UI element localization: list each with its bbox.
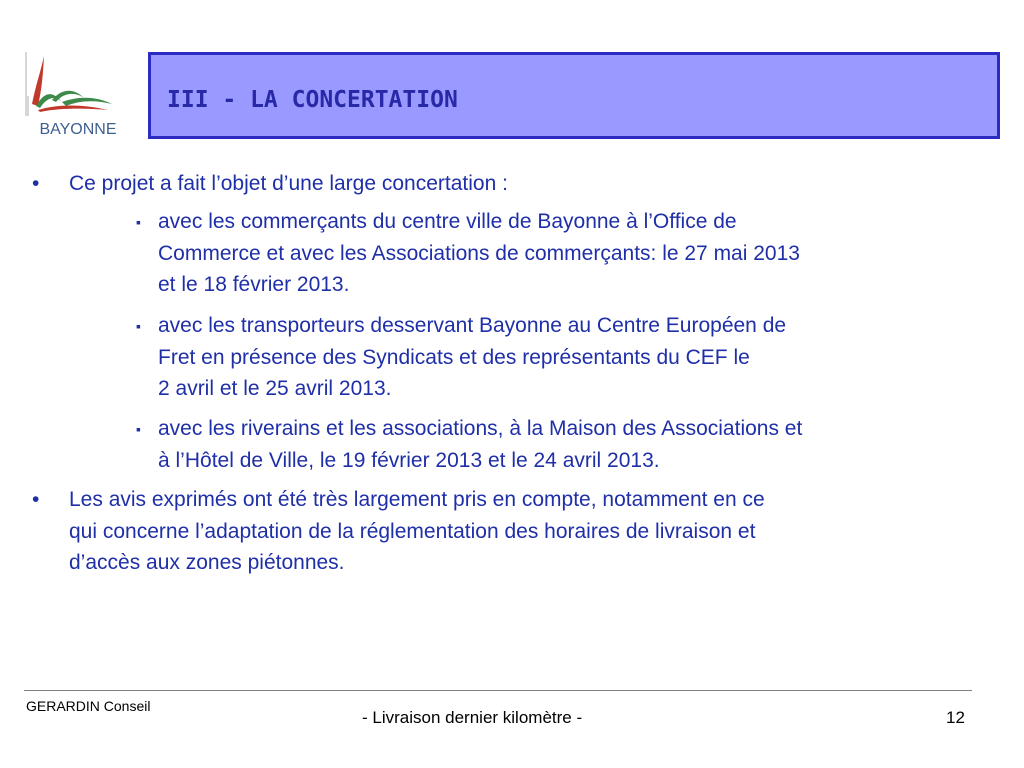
sub-bullet-text: et le 18 février 2013.	[158, 273, 350, 296]
sub-bullet-text: à l’Hôtel de Ville, le 19 février 2013 et le 24 avril 2013.	[158, 448, 660, 472]
bullet-icon: •	[32, 172, 40, 195]
bullet-text: d’accès aux zones piétonnes.	[69, 551, 345, 574]
footer-divider	[24, 690, 972, 691]
bullet-text: Ce projet a fait l’objet d’une large concertation :	[69, 172, 508, 195]
slide-number: 12	[946, 708, 965, 727]
bullet-text: qui concerne l’adaptation de la réglementation des horaires de livraison et	[69, 519, 756, 543]
sub-bullet-text: Commerce et avec les Associations de commerçants: le 27 mai 2013	[158, 241, 800, 265]
footer-company: GERARDIN Conseil	[26, 698, 151, 714]
logo-text: BAYONNE	[39, 121, 117, 138]
square-bullet-icon: ▪	[136, 421, 141, 437]
square-bullet-icon: ▪	[136, 214, 141, 230]
page-title: III - LA CONCERTATION	[167, 87, 458, 113]
bullet-text: Les avis exprimés ont été très largement pris en compte, notamment en ce	[69, 488, 765, 511]
sub-bullet-text: avec les riverains et les associations, à la Maison des Associations et	[158, 417, 803, 440]
square-bullet-icon: ▪	[136, 318, 141, 334]
sub-bullet-text: 2 avril et le 25 avril 2013.	[158, 377, 392, 400]
bullet-icon: •	[32, 488, 40, 511]
sub-bullet-text: Fret en présence des Syndicats et des représentants du CEF le	[158, 345, 750, 369]
footer-subject: - Livraison dernier kilomètre -	[362, 708, 583, 727]
sub-bullet-text: avec les commerçants du centre ville de Bayonne à l’Office de	[158, 210, 737, 233]
sub-bullet-text: avec les transporteurs desservant Bayonne au Centre Européen de	[158, 314, 787, 337]
